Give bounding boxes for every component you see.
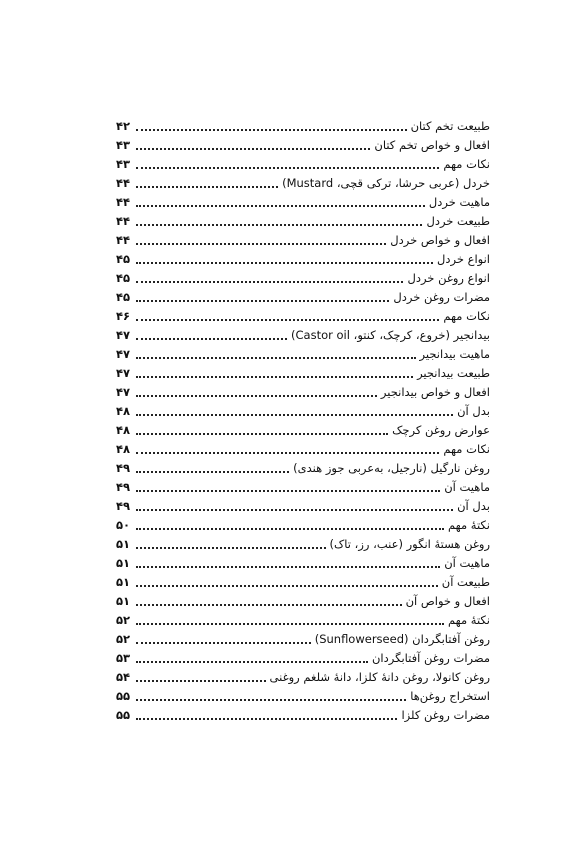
toc-entry-page-number: ۴۴ [116, 214, 131, 228]
dot-leader [134, 383, 379, 401]
toc-entry-page-number: ۴۳ [116, 138, 131, 152]
toc-entry-title: روغن هستهٔ انگور (عنب، رز، تاک) [329, 537, 490, 551]
toc-entry-title: استخراج روغن‌ها [410, 689, 490, 703]
toc-entry-title: نکات مهم [443, 157, 490, 171]
dot-leader [134, 288, 391, 306]
toc-entry[interactable] [116, 706, 490, 724]
toc-entry-page-number: ۴۸ [116, 442, 131, 456]
toc-entry-page-number: ۵۱ [116, 537, 131, 551]
dot-leader [134, 440, 441, 458]
toc-entry-title: بیدانجیر (خروع، کرچک، کنتو، Castor oil) [291, 328, 490, 342]
toc-entry[interactable] [116, 155, 490, 173]
toc-entry[interactable] [116, 326, 490, 344]
toc-entry-title: بدل آن [457, 499, 490, 513]
toc-entry-title: نکات مهم [443, 309, 490, 323]
toc-entry-page-number: ۴۸ [116, 423, 131, 437]
toc-entry-page-number: ۴۵ [116, 252, 131, 266]
toc-entry-title: نکات مهم [443, 442, 490, 456]
toc-entry[interactable] [116, 193, 490, 211]
dot-leader [134, 554, 442, 572]
toc-entry[interactable] [116, 516, 490, 534]
toc-entry-title: ماهیت آن [444, 556, 490, 570]
toc-entry-title: خردل (عربی حرشا، ترکی قچی، Mustard) [282, 176, 490, 190]
toc-entry-title: انواع خردل [437, 252, 490, 266]
dot-leader [134, 630, 313, 648]
toc-entry-page-number: ۴۹ [116, 499, 131, 513]
toc-entry-page-number: ۴۴ [116, 233, 131, 247]
toc-entry[interactable] [116, 288, 490, 306]
toc-entry-title: عوارض روغن کرچک [392, 423, 490, 437]
dot-leader [134, 402, 455, 420]
toc-entry[interactable] [116, 592, 490, 610]
dot-leader [134, 706, 399, 724]
toc-entry-title: طبیعت بیدانجیر [417, 366, 490, 380]
toc-entry[interactable] [116, 136, 490, 154]
toc-entry-page-number: ۴۵ [116, 290, 131, 304]
toc-entry[interactable] [116, 212, 490, 230]
dot-leader [134, 117, 409, 135]
toc-entry-page-number: ۴۶ [116, 309, 131, 323]
dot-leader [134, 687, 408, 705]
toc-entry-title: روغن کانولا، روغن دانهٔ کلزا، دانهٔ شلغم روغنی [269, 670, 490, 684]
toc-entry-title: مضرات روغن کلزا [401, 708, 490, 722]
toc-entry-page-number: ۴۴ [116, 176, 131, 190]
dot-leader [134, 307, 441, 325]
dot-leader [134, 174, 280, 192]
toc-entry[interactable] [116, 497, 490, 515]
toc-entry-page-number: ۴۵ [116, 271, 131, 285]
dot-leader [134, 250, 435, 268]
dot-leader [134, 535, 328, 553]
toc-entry[interactable] [116, 383, 490, 401]
dot-leader [134, 668, 268, 686]
dot-leader [134, 592, 404, 610]
dot-leader [134, 573, 440, 591]
toc-entry-title: افعال و خواص بیدانجیر [380, 385, 490, 399]
toc-entry[interactable] [116, 421, 490, 439]
toc-entry-page-number: ۴۷ [116, 328, 131, 342]
dot-leader [134, 497, 455, 515]
toc-entry-page-number: ۵۴ [116, 670, 131, 684]
toc-entry-title: نکتهٔ مهم [448, 613, 490, 627]
toc-entry[interactable] [116, 573, 490, 591]
dot-leader [134, 155, 441, 173]
toc-entry-title: طبیعت آن [441, 575, 490, 589]
toc-entry-page-number: ۵۵ [116, 689, 131, 703]
toc-entry-page-number: ۴۲ [116, 119, 131, 133]
toc-entry[interactable] [116, 649, 490, 667]
toc-entry[interactable] [116, 307, 490, 325]
toc-entry-page-number: ۴۹ [116, 461, 131, 475]
toc-entry-page-number: ۴۷ [116, 366, 131, 380]
toc-entry-title: طبیعت تخم کتان [410, 119, 490, 133]
dot-leader [134, 193, 427, 211]
toc-entry-title: مضرات روغن آفتابگردان [371, 651, 490, 665]
dot-leader [134, 611, 446, 629]
toc-entry-title: طبیعت خردل [426, 214, 490, 228]
dot-leader [134, 421, 390, 439]
toc-entry[interactable] [116, 668, 490, 686]
toc-entry-page-number: ۵۱ [116, 556, 131, 570]
toc-entry[interactable] [116, 440, 490, 458]
dot-leader [134, 478, 442, 496]
toc-entry-page-number: ۵۵ [116, 708, 131, 722]
toc-entry-title: ماهیت خردل [428, 195, 490, 209]
toc-entry[interactable] [116, 630, 490, 648]
dot-leader [134, 231, 388, 249]
toc-entry[interactable] [116, 345, 490, 363]
toc-entry-page-number: ۴۴ [116, 195, 131, 209]
toc-entry-page-number: ۴۷ [116, 347, 131, 361]
toc-entry[interactable] [116, 554, 490, 572]
toc-entry-title: نکتهٔ مهم [448, 518, 490, 532]
toc-entry[interactable] [116, 459, 490, 477]
toc-entry-title: افعال و خواص آن [405, 594, 490, 608]
dot-leader [134, 136, 372, 154]
toc-entry-title: انواع روغن خردل [407, 271, 490, 285]
toc-entry-page-number: ۴۳ [116, 157, 131, 171]
dot-leader [134, 212, 424, 230]
toc-entry[interactable] [116, 269, 490, 287]
dot-leader [134, 269, 405, 287]
dot-leader [134, 364, 415, 382]
toc-entry-page-number: ۴۸ [116, 404, 131, 418]
dot-leader [134, 345, 418, 363]
toc-entry[interactable] [116, 611, 490, 629]
toc-entry[interactable] [116, 174, 490, 192]
toc-entry-page-number: ۵۰ [116, 518, 131, 532]
dot-leader [134, 326, 289, 344]
toc-entry-page-number: ۴۹ [116, 480, 131, 494]
toc-entry-title: افعال و خواص خردل [390, 233, 490, 247]
toc-entry-page-number: ۴۷ [116, 385, 131, 399]
toc-entry-title: افعال و خواص تخم کتان [374, 138, 490, 152]
toc-entry[interactable] [116, 250, 490, 268]
toc-entry-page-number: ۵۲ [116, 632, 131, 646]
toc-entry-title: روغن آفتابگردان (Sunflowerseed) [314, 632, 490, 646]
toc-entry-page-number: ۵۲ [116, 613, 131, 627]
toc-entry-title: ماهیت آن [444, 480, 490, 494]
toc-entry-title: مضرات روغن خردل [393, 290, 490, 304]
dot-leader [134, 459, 291, 477]
dot-leader [134, 516, 446, 534]
toc-entry[interactable] [116, 478, 490, 496]
toc-entry[interactable] [116, 231, 490, 249]
toc-entry[interactable] [116, 535, 490, 553]
dot-leader [134, 649, 370, 667]
toc-entry-title: بدل آن [457, 404, 490, 418]
toc-entry-page-number: ۵۱ [116, 594, 131, 608]
toc-entry[interactable] [116, 402, 490, 420]
toc-entry[interactable] [116, 364, 490, 382]
toc-entry[interactable] [116, 117, 490, 135]
toc-entry-page-number: ۵۳ [116, 651, 131, 665]
toc-entry-title: روغن نارگیل (نارجیل، به‌عربی جوز هندی) [293, 461, 490, 475]
toc-entry[interactable] [116, 687, 490, 705]
toc-entry-title: ماهیت بیدانجیر [419, 347, 490, 361]
toc-entry-page-number: ۵۱ [116, 575, 131, 589]
